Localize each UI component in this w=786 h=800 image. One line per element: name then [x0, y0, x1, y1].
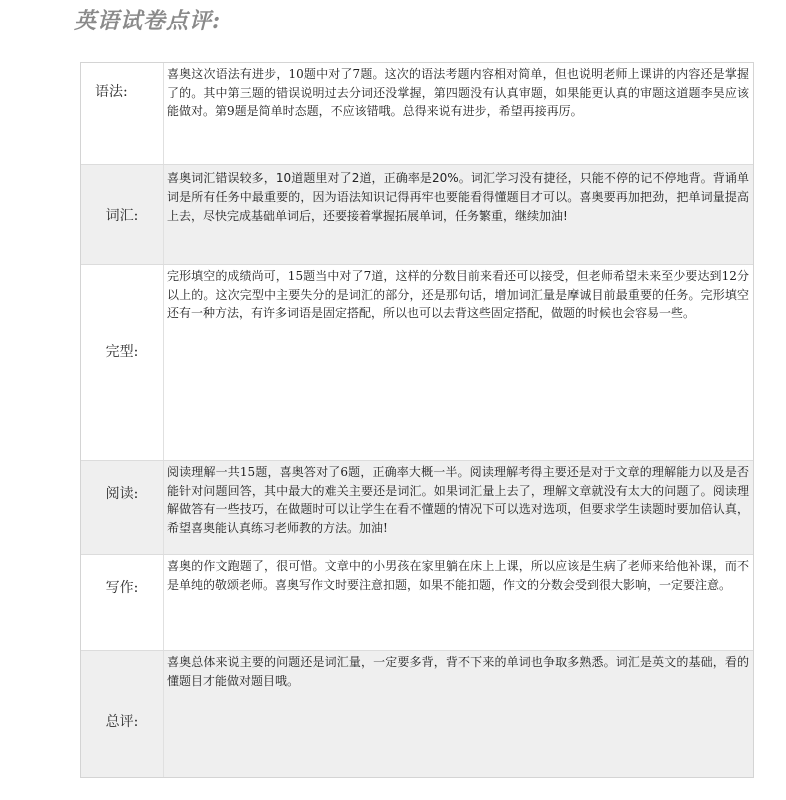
row-label-vocabulary: [81, 165, 163, 264]
comment-grammar: 喜奥这次语法有进步，10题中对了7题。这次的语法考题内容相对简单，但也说明老师上课讲的内容还是掌握了的。其中第三题的错误说明过去分词还没掌握，第四题没有认真审题，如果能更认真的审题这道题李昊应该能做对。第9题是简单时态题，不应该错哦。总得来说有进步，希望再接再厉。: [167, 67, 749, 118]
column-divider: [163, 165, 164, 264]
row-label-grammar: [81, 63, 163, 164]
row-label-cloze: [81, 265, 163, 460]
label-text: 完型:: [105, 344, 139, 360]
column-divider: [163, 63, 164, 164]
page-title: 英语试卷点评:: [74, 8, 222, 34]
column-divider: [163, 461, 164, 554]
row-cloze: [81, 265, 753, 461]
comment-reading: 阅读理解一共15题，喜奥答对了6题，正确率大概一半。阅读理解考得主要还是对于文章的理解能力以及是否能针对问题回答，其中最大的难关主要还是词汇。如果词汇量上去了，理解文章就没有太大的问题了。阅读理解做答有一些技巧，在做题时可以让学生在看不懂题的情况下可以选对选项，但要求学生读题时要加倍认真，希望喜奥能认真练习老师教的方法。加油!: [167, 465, 749, 535]
label-text: 写作:: [105, 580, 139, 596]
row-summary: [81, 651, 753, 777]
column-divider: [163, 651, 164, 777]
comment-summary: 喜奥总体来说主要的问题还是词汇量，一定要多背，背不下来的单词也争取多熟悉。词汇是英文的基础，看的懂题目才能做对题目哦。: [167, 655, 749, 688]
label-text: 语法:: [95, 84, 128, 100]
review-table: [80, 62, 754, 778]
row-vocabulary: [81, 165, 753, 265]
row-label-writing: [81, 555, 163, 650]
label-text: 词汇:: [105, 207, 139, 224]
label-text: 阅读:: [105, 486, 139, 502]
row-label-reading: [81, 461, 163, 554]
row-writing: [81, 555, 753, 651]
column-divider: [163, 555, 164, 650]
comment-writing: 喜奥的作文跑题了，很可惜。文章中的小男孩在家里躺在床上上课，所以应该是生病了老师来给他补课，而不是单纯的敬颂老师。喜奥写作文时要注意扣题，如果不能扣题，作文的分数会受到很大影响，一定要注意。: [167, 559, 749, 592]
comment-cloze: 完形填空的成绩尚可，15题当中对了7道，这样的分数目前来看还可以接受，但老师希望未来至少要达到12分以上的。这次完型中主要失分的是词汇的部分，还是那句话，增加词汇量是摩诚目前最重要的任务。完形填空还有一种方法，有许多词语是固定搭配，所以也可以去背这些固定搭配，做题的时候也会容易一些。: [167, 269, 749, 320]
label-text: 总评:: [105, 714, 139, 730]
comment-vocabulary: 喜奥词汇错误较多，10道题里对了2道，正确率是20%。词汇学习没有捷径，只能不停的记不停地背。背诵单词是所有任务中最重要的，因为语法知识记得再牢也要能看得懂题目才可以。喜奥要再加把劲，把单词量提高上去，尽快完成基础单词后，还要接着掌握拓展单词，任务繁重，继续加油!: [167, 171, 749, 223]
column-divider: [163, 265, 164, 460]
row-reading: [81, 461, 753, 555]
row-grammar: [81, 63, 753, 165]
row-label-summary: [81, 651, 163, 777]
